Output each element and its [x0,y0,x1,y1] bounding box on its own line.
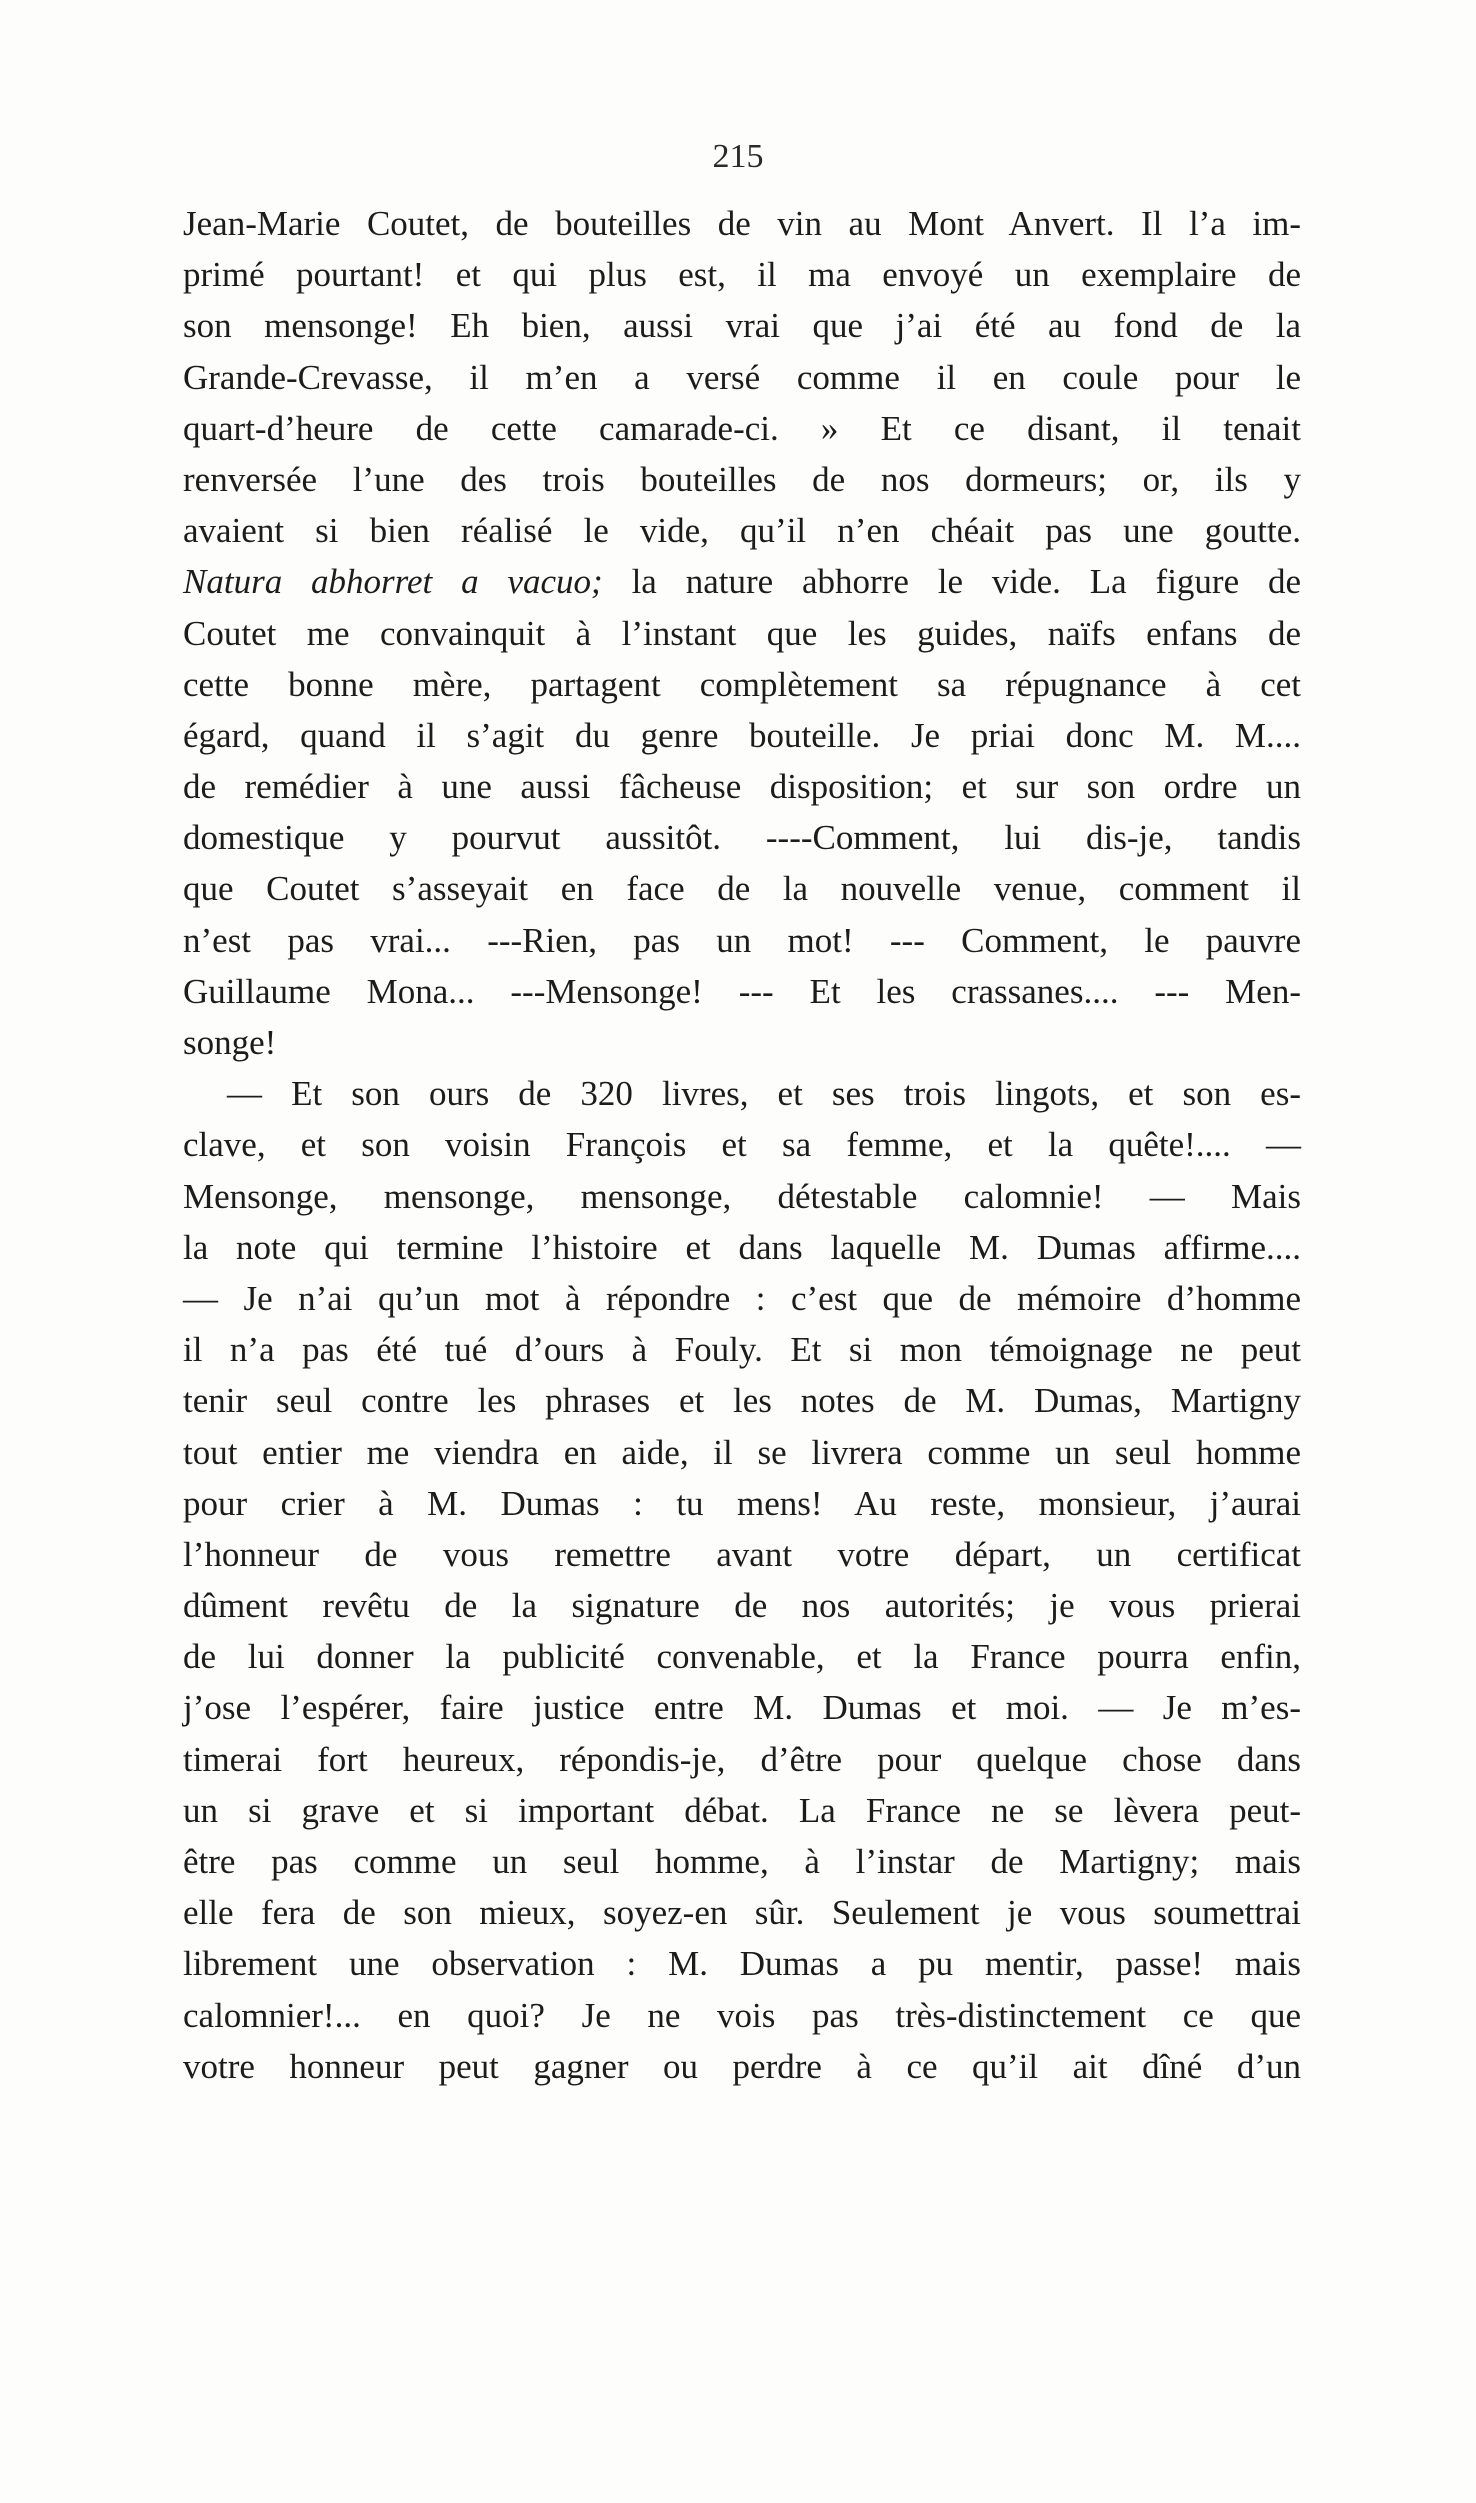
text-line: — Et son ours de 320 livres, et ses trois lingots, et son es- [227,1074,1301,1114]
text-line: clave, et son voisin François et sa femme, et la quête!.... — [183,1125,1301,1165]
text-line-rest: la nature abhorre le vide. La figure de [602,562,1302,602]
text-line: que Coutet s’asseyait en face de la nouvelle venue, comment il [183,869,1301,909]
text-line: Coutet me convainquit à l’instant que les guides, naïfs enfans de [183,613,1301,653]
body-text [183,198,1301,2092]
text-line: Guillaume Mona... ---Mensonge! --- Et les crassanes.... --- Men- [183,971,1301,1011]
text-line: primé pourtant! et qui plus est, il ma envoyé un exemplaire de [183,255,1301,295]
text-line: il n’a pas été tué d’ours à Fouly. Et si mon témoignage ne peut [183,1330,1301,1370]
latin-phrase: Natura abhorret a vacuo; [183,562,603,602]
text-line: calomnier!... en quoi? Je ne vois pas très-distinctement ce que [183,1995,1301,2035]
text-line: j’ose l’espérer, faire justice entre M. Dumas et moi. — Je m’es- [183,1688,1301,1728]
text-line: pour crier à M. Dumas : tu mens! Au reste, monsieur, j’aurai [183,1483,1301,1523]
text-line: un si grave et si important débat. La France ne se lèvera peut- [183,1790,1301,1830]
text-line: renversée l’une des trois bouteilles de nos dormeurs; or, ils y [183,459,1301,499]
text-line: domestique y pourvut aussitôt. ----Comment, lui dis-je, tandis [183,818,1301,858]
text-line: égard, quand il s’agit du genre bouteille. Je priai donc M. M.... [183,715,1301,755]
text-line: songe! [183,1023,277,1062]
text-line: dûment revêtu de la signature de nos autorités; je vous prierai [183,1586,1301,1626]
text-line: avaient si bien réalisé le vide, qu’il n’en chéait pas une goutte. [183,511,1301,551]
text-line [183,556,1301,607]
text-line: tout entier me viendra en aide, il se livrera comme un seul homme [183,1432,1301,1472]
text-line: quart-d’heure de cette camarade-ci. » Et ce disant, il tenait [183,408,1301,448]
text-line: tenir seul contre les phrases et les notes de M. Dumas, Martigny [183,1381,1301,1421]
text-line: son mensonge! Eh bien, aussi vrai que j’ai été au fond de la [183,306,1301,346]
text-line: n’est pas vrai... ---Rien, pas un mot! --- Comment, le pauvre [183,920,1301,960]
text-line: librement une observation : M. Dumas a pu mentir, passe! mais [183,1944,1301,1984]
text-line: de remédier à une aussi fâcheuse disposition; et sur son ordre un [183,767,1301,807]
page-number: 215 [712,138,764,175]
text-line: Grande-Crevasse, il m’en a versé comme il en coule pour le [183,357,1301,397]
text-line: de lui donner la publicité convenable, et la France pourra enfin, [183,1637,1301,1677]
text-line: la note qui termine l’histoire et dans laquelle M. Dumas affirme.... [183,1227,1301,1267]
text-line: — Je n’ai qu’un mot à répondre : c’est que de mémoire d’homme [183,1278,1301,1318]
text-line: Mensonge, mensonge, mensonge, détestable calomnie! — Mais [183,1176,1301,1216]
text-line: cette bonne mère, partagent complètement sa répugnance à cet [183,664,1301,704]
text-line: l’honneur de vous remettre avant votre départ, un certificat [183,1534,1301,1574]
text-line: être pas comme un seul homme, à l’instar de Martigny; mais [183,1842,1301,1881]
text-line: elle fera de son mieux, soyez-en sûr. Seulement je vous soumettrai [183,1893,1301,1933]
text-line: timerai fort heureux, répondis-je, d’être pour quelque chose dans [183,1739,1301,1779]
text-line: Jean-Marie Coutet, de bouteilles de vin au Mont Anvert. Il l’a im- [183,204,1301,243]
text-line: votre honneur peut gagner ou perdre à ce qu’il ait dîné d’un [183,2046,1301,2086]
